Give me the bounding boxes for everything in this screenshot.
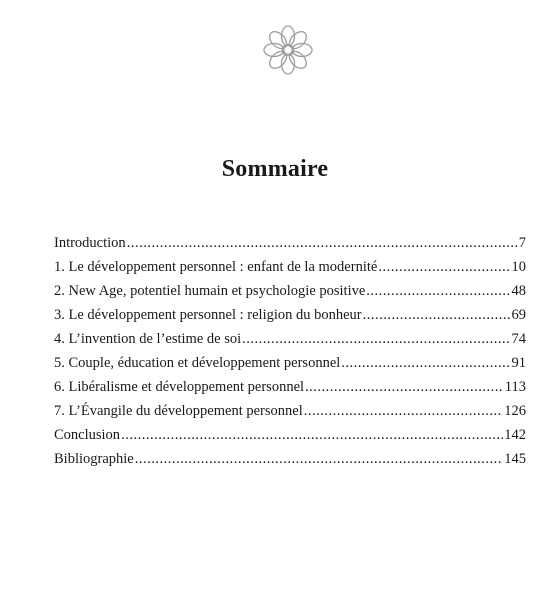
toc-entry-label: Introduction <box>54 235 126 251</box>
toc-dot-leader <box>378 255 510 279</box>
toc-entry-label: 7. L’Évangile du développement personnel <box>54 403 303 419</box>
toc-entry-label: 4. L’invention de l’estime de soi <box>54 331 242 347</box>
toc-dot-leader <box>121 423 503 447</box>
toc-dot-leader <box>341 351 510 375</box>
toc-dot-leader <box>242 327 510 351</box>
toc-entry[interactable] <box>54 351 526 375</box>
toc-dot-leader <box>135 447 504 471</box>
toc-entry[interactable] <box>54 423 526 447</box>
toc-entry-label: 5. Couple, éducation et développement personnel <box>54 355 341 371</box>
toc-page-number: 91 <box>511 355 526 371</box>
toc-dot-leader <box>366 279 510 303</box>
page-title: Sommaire <box>221 156 329 182</box>
toc-page-number: 113 <box>504 379 526 395</box>
toc-entry[interactable] <box>54 231 526 255</box>
toc-page-number: 69 <box>511 307 526 323</box>
toc-entry[interactable] <box>54 303 526 327</box>
toc-page-number: 142 <box>504 427 526 443</box>
toc-entry-label: 2. New Age, potentiel humain et psychologie positive <box>54 283 366 299</box>
table-of-contents <box>54 231 526 471</box>
toc-entry[interactable] <box>54 399 526 423</box>
toc-page-number: 74 <box>511 331 526 347</box>
toc-entry-label: Bibliographie <box>54 451 134 467</box>
floral-rosette-icon <box>257 19 319 81</box>
toc-entry[interactable] <box>54 447 526 471</box>
toc-page-number: 126 <box>504 403 526 419</box>
toc-dot-leader <box>305 375 504 399</box>
toc-entry[interactable] <box>54 255 526 279</box>
toc-page-number: 7 <box>518 235 526 251</box>
toc-dot-leader <box>127 231 518 255</box>
toc-page-number: 48 <box>511 283 526 299</box>
toc-page-number: 10 <box>511 259 526 275</box>
toc-entry-label: 3. Le développement personnel : religion du bonheur <box>54 307 362 323</box>
toc-dot-leader <box>304 399 504 423</box>
toc-entry-label: Conclusion <box>54 427 121 443</box>
toc-page-number: 145 <box>504 451 526 467</box>
toc-entry-label: 6. Libéralisme et développement personnel <box>54 379 305 395</box>
toc-entry[interactable] <box>54 327 526 351</box>
toc-entry[interactable] <box>54 279 526 303</box>
toc-dot-leader <box>363 303 511 327</box>
toc-entry-label: 1. Le développement personnel : enfant de la modernité <box>54 259 378 275</box>
toc-entry[interactable] <box>54 375 526 399</box>
